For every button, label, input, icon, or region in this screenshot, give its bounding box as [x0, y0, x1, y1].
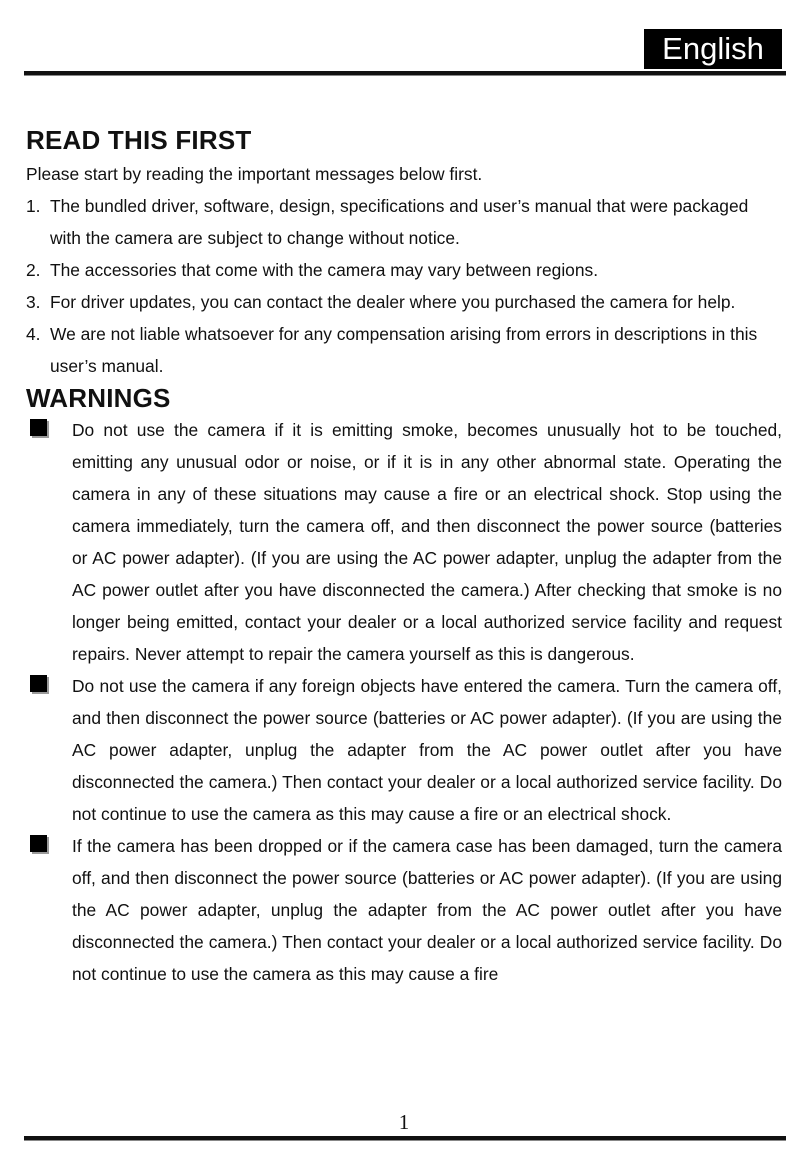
- warning-item: [26, 670, 782, 830]
- list-item: [26, 286, 782, 318]
- header-rule: [24, 71, 786, 75]
- list-item-number: 3.: [26, 292, 41, 312]
- intro-paragraph: Please start by reading the important messages below first.: [26, 164, 483, 184]
- read-first-list: [26, 190, 782, 382]
- list-item-number: 1.: [26, 196, 41, 216]
- language-badge: English: [644, 29, 782, 69]
- list-item-text: For driver updates, you can contact the dealer where you purchased the camera for help.: [50, 292, 736, 312]
- warning-text: Do not use the camera if it is emitting smoke, becomes unusually hot to be touched, emitting any unusual odor or noise, or if it is in any other abnormal state. Operating the camera in any of these situations may cause a fire or an electrical shock. Stop using the camera immediately, turn the camera off, and then disconnect the power source (batteries or AC power adapter). (If you are using the AC power adapter, unplug the adapter from the AC power outlet after you have disconnected the camera.) After checking that smoke is no longer being emitted, contact your dealer or a local authorized service facility and request repairs. Never attempt to repair the camera yourself as this is dangerous.: [72, 420, 782, 664]
- page-content: [26, 122, 782, 990]
- square-bullet-icon: [30, 835, 47, 852]
- page-number: 1: [398, 1110, 410, 1134]
- warning-text: If the camera has been dropped or if the camera case has been damaged, turn the camera off, and then disconnect the power source (batteries or AC power adapter). (If you are using the AC power adapter, unplug the adapter from the AC power outlet after you have disconnected the camera.) Then contact your dealer or a local authorized service facility. Do not continue to use the camera as this may cause a fire: [72, 836, 782, 984]
- warning-text: Do not use the camera if any foreign objects have entered the camera. Turn the camera off, and then disconnect the power source (batteries or AC power adapter). (If you are using the AC power adapter, unplug the adapter from the AC power outlet after you have disconnected the camera.) Then contact your dealer or a local authorized service facility. Do not continue to use the camera as this may cause a fire or an electrical shock.: [72, 676, 782, 824]
- list-item: [26, 190, 782, 254]
- list-item-number: 2.: [26, 260, 41, 280]
- list-item-text: The bundled driver, software, design, specifications and user’s manual that were packaged with the camera are subject to change without notice.: [50, 196, 749, 248]
- list-item-text: We are not liable whatsoever for any compensation arising from errors in descriptions in this user’s manual.: [50, 324, 758, 376]
- footer-rule: [24, 1136, 786, 1140]
- list-item-number: 4.: [26, 324, 41, 344]
- list-item: [26, 318, 782, 382]
- list-item: [26, 254, 782, 286]
- read-this-first-heading: READ THIS FIRST: [26, 125, 252, 155]
- square-bullet-icon: [30, 675, 47, 692]
- square-bullet-icon: [30, 419, 47, 436]
- warning-item: [26, 414, 782, 670]
- warning-item: [26, 830, 782, 990]
- warnings-heading: WARNINGS: [26, 383, 171, 413]
- list-item-text: The accessories that come with the camera may vary between regions.: [50, 260, 599, 280]
